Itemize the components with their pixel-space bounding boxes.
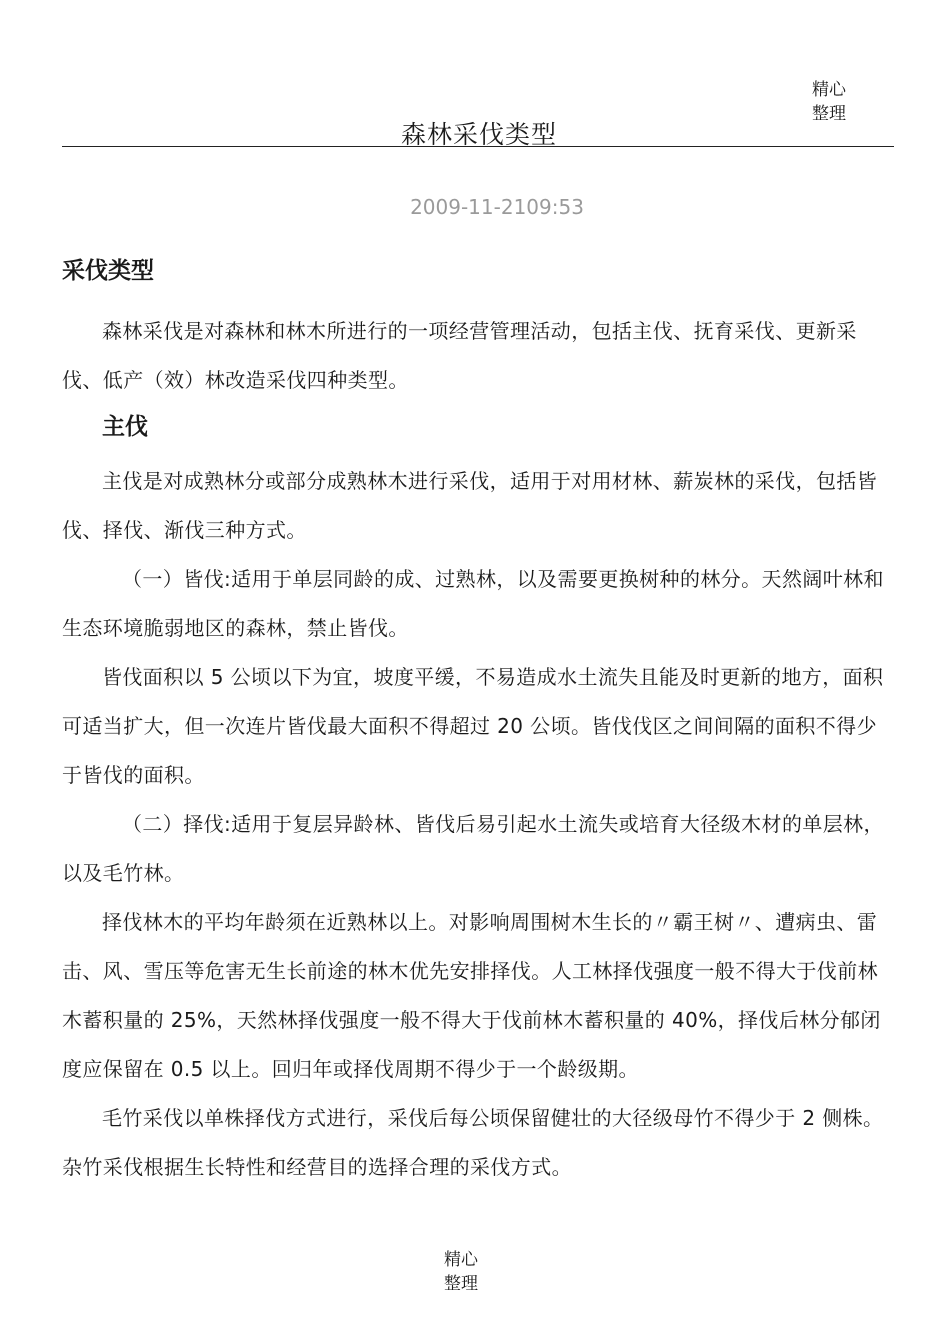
- selective-cut-paragraph: （二）择伐:适用于复层异龄林、皆伐后易引起水土流失或培育大径级木材的单层林，以及毛竹林。: [62, 812, 884, 885]
- footer-note-line1: 精心: [444, 1250, 478, 1270]
- section-heading: 采伐类型: [62, 258, 154, 284]
- document-body: [62, 255, 894, 1192]
- selective-cut-detail-paragraph: 择伐林木的平均年龄须在近熟林以上。对影响周围树木生长的〃霸王树〃、遭病虫、雷击、风、雪压等危害无生长前途的林木优先安排择伐。人工林择伐强度一般不得大于伐前林木蓄积量的 25%，天然林择伐强度一般不得大于伐前林木蓄积量的 40%，择伐后林分郁闭度应保留在 0.5 以上。回归年或择伐周期不得少于一个龄级期。: [62, 910, 881, 1081]
- intro-paragraph: 森林采伐是对森林和林木所进行的一项经营管理活动，包括主伐、抚育采伐、更新采伐、低产（效）林改造采伐四种类型。: [62, 319, 857, 392]
- footer-note-line2: 整理: [444, 1274, 478, 1294]
- bamboo-cut-paragraph: 毛竹采伐以单株择伐方式进行，采伐后每公顷保留健壮的大径级母竹不得少于 2 侧株。杂竹采伐根据生长特性和经营目的选择合理的采伐方式。: [62, 1106, 884, 1179]
- document-title: 森林采伐类型: [400, 120, 557, 149]
- header-note-line2: 整理: [812, 104, 846, 124]
- publish-timestamp: 2009-11-2109:53: [410, 195, 584, 219]
- title-divider: [62, 146, 894, 147]
- subsection-heading: 主伐: [102, 414, 148, 440]
- main-cut-paragraph: 主伐是对成熟林分或部分成熟林木进行采伐，适用于对用材林、薪炭林的采伐，包括皆伐、择伐、渐伐三种方式。: [62, 469, 878, 542]
- clear-cut-paragraph: （一）皆伐:适用于单层同龄的成、过熟林，以及需要更换树种的林分。天然阔叶林和生态环境脆弱地区的森林，禁止皆伐。: [62, 567, 884, 640]
- footer-note: [444, 1248, 478, 1296]
- clear-cut-area-paragraph: 皆伐面积以 5 公顷以下为宜，坡度平缓，不易造成水土流失且能及时更新的地方，面积可适当扩大，但一次连片皆伐最大面积不得超过 20 公顷。皆伐伐区之间间隔的面积不得少于皆伐的面积。: [62, 665, 884, 787]
- header-note-line1: 精心: [812, 80, 846, 100]
